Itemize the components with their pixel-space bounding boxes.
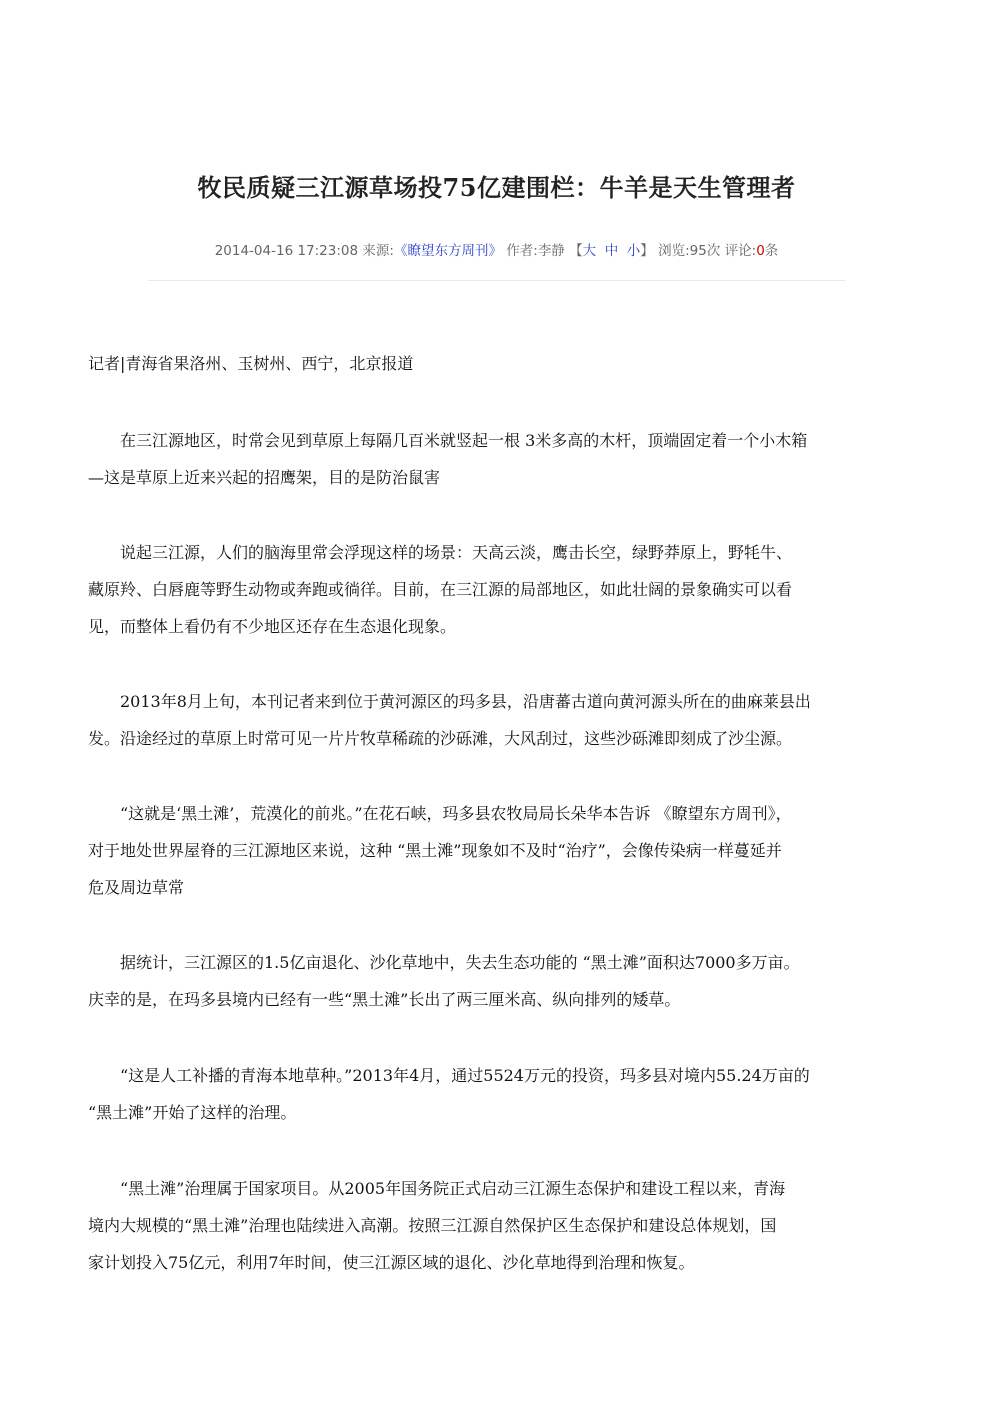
font-size-bracket-open: 【 <box>569 243 583 259</box>
paragraph-line: 发。沿途经过的草原上时常可见一片片牧草稀疏的沙砾滩，大风刮过，这些沙砾滩即刻成了沙尘源。 <box>88 729 793 748</box>
paragraph-6 <box>88 1057 918 1131</box>
paragraph-line: 家计划投入75亿元，利用7年时间，使三江源区域的退化、沙化草地得到治理和恢复。 <box>88 1253 695 1272</box>
paragraph-line: “黑土滩”治理属于国家项目。从2005年国务院正式启动三江源生态保护和建设工程以来，青海 <box>88 1179 786 1198</box>
paragraph-4 <box>88 795 918 906</box>
paragraph-line: 对于地处世界屋脊的三江源地区来说，这种 “黑土滩”现象如不及时“治疗”，会像传染病一样蔓延并 <box>88 841 782 860</box>
font-size-large-button[interactable]: 大 <box>582 243 597 259</box>
paragraph-1 <box>88 422 918 496</box>
paragraph-2 <box>88 534 918 645</box>
paragraph-line: “黑土滩”开始了这样的治理。 <box>88 1103 297 1122</box>
views-count: 95次 <box>689 243 721 259</box>
paragraph-line: —这是草原上近来兴起的招鹰架，目的是防治鼠害 <box>88 468 441 487</box>
comments-unit: 条 <box>764 243 779 259</box>
paragraph-7 <box>88 1170 918 1281</box>
source-link[interactable]: 《瞭望东方周刊》 <box>393 243 502 259</box>
font-size-medium-button[interactable]: 中 <box>604 243 619 259</box>
comments-count[interactable]: 0 <box>756 243 765 259</box>
paragraph-line: 见，而整体上看仍有不少地区还存在生态退化现象。 <box>88 617 457 636</box>
paragraph-line: 藏原羚、白唇鹿等野生动物或奔跑或徜徉。目前，在三江源的局部地区，如此壮阔的景象确实可以看 <box>88 580 793 599</box>
source-label: 来源: <box>362 243 394 259</box>
paragraph-line: 庆幸的是，在玛多县境内已经有一些“黑土滩”长出了两三厘米高、纵向排列的矮草。 <box>88 990 681 1009</box>
paragraph-line: 境内大规模的“黑土滩”治理也陆续进入高潮。按照三江源自然保护区生态保护和建设总体规划，国 <box>88 1216 777 1235</box>
comments-label: 评论: <box>724 243 757 259</box>
paragraph-line: 说起三江源，人们的脑海里常会浮现这样的场景：天高云淡，鹰击长空，绿野莽原上，野牦牛、 <box>88 543 793 562</box>
font-size-bracket-close: 】 <box>640 243 654 259</box>
article-title: 牧民质疑三江源草场投75亿建围栏：牛羊是天生管理者 <box>197 173 796 202</box>
header-divider <box>148 280 845 281</box>
article-meta <box>0 239 993 259</box>
paragraph-line: “这是人工补播的青海本地草种。”2013年4月，通过5524万元的投资，玛多县对境内55.24万亩的 <box>88 1066 810 1085</box>
paragraph-line: 2013年8月上旬，本刊记者来到位于黄河源区的玛多县，沿唐蕃古道向黄河源头所在的曲麻莱县出 <box>88 692 811 711</box>
font-size-small-button[interactable]: 小 <box>626 243 641 259</box>
paragraph-line: “这就是‘黑土滩’，荒漠化的前兆。”在花石峡，玛多县农牧局局长朵华本告诉 《瞭望东方周刊》， <box>88 804 792 823</box>
author-label: 作者: <box>506 243 538 259</box>
publish-datetime: 2014-04-16 17:23:08 <box>214 243 359 259</box>
paragraph-3 <box>88 683 918 757</box>
views-label: 浏览: <box>658 243 690 259</box>
paragraph-line: 在三江源地区，时常会见到草原上每隔几百米就竖起一根 3米多高的木杆，顶端固定着一个小木箱 <box>88 431 808 450</box>
paragraph-5 <box>88 944 918 1018</box>
paragraph-line: 据统计，三江源区的1.5亿亩退化、沙化草地中，失去生态功能的 “黑土滩”面积达7000多万亩。 <box>88 953 800 972</box>
byline: 记者|青海省果洛州、玉树州、西宁，北京报道 <box>88 354 414 373</box>
author-name: 李静 <box>537 243 565 259</box>
paragraph-line: 危及周边草常 <box>88 878 185 897</box>
